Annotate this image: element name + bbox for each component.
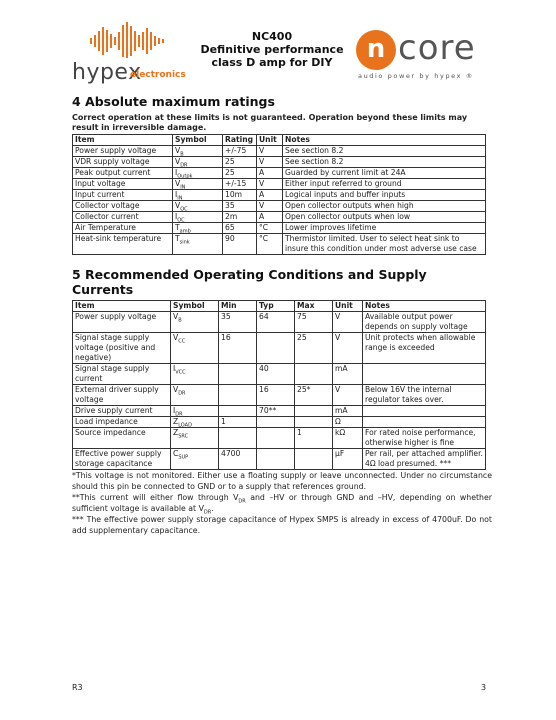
cell-item: Signal stage supply current — [73, 364, 171, 385]
symbol-subscript: IN — [180, 184, 186, 191]
cell-symbol — [171, 385, 219, 406]
cell-notes: Either input referred to ground — [283, 179, 486, 190]
cell-notes: See section 8.2 — [283, 157, 486, 168]
cell-item: Heat-sink temperature — [73, 234, 173, 255]
cell-unit: V — [333, 333, 363, 364]
brand-subtitle: electronics — [130, 70, 186, 80]
cell-typ — [257, 333, 295, 364]
cell-symbol — [173, 234, 223, 255]
cell-typ — [257, 428, 295, 449]
cell-symbol — [173, 157, 223, 168]
cell-notes — [363, 406, 486, 417]
col-header-min: Min — [219, 301, 257, 312]
cell-typ: 70** — [257, 406, 295, 417]
cell-rating: 25 — [223, 157, 257, 168]
cell-notes: Available output power depends on supply voltage — [363, 312, 486, 333]
table-row — [73, 428, 486, 449]
cell-rating: 2m — [223, 212, 257, 223]
waveform-icon — [88, 22, 178, 58]
cell-symbol — [173, 179, 223, 190]
cell-unit: V — [257, 201, 283, 212]
symbol-subscript: SRC — [178, 433, 189, 440]
cell-unit: mA — [333, 406, 363, 417]
col-header-item: Item — [73, 135, 173, 146]
col-header-unit: Unit — [333, 301, 363, 312]
col-header-item: Item — [73, 301, 171, 312]
cell-max — [295, 417, 333, 428]
cell-typ: 40 — [257, 364, 295, 385]
page-number: 3 — [481, 683, 487, 692]
cell-max — [295, 449, 333, 470]
col-header-symbol: Symbol — [171, 301, 219, 312]
cell-symbol — [171, 406, 219, 417]
cell-notes: Lower improves lifetime — [283, 223, 486, 234]
col-header-typ: Typ — [257, 301, 295, 312]
brand-name: hypex — [72, 60, 142, 85]
cell-unit: kΩ — [333, 428, 363, 449]
cell-rating: 90 — [223, 234, 257, 255]
symbol-base: T — [175, 223, 180, 232]
title-line-2: Definitive performance — [200, 43, 344, 56]
ncore-tagline: audio power by hypex ® — [358, 72, 474, 80]
col-header-max: Max — [295, 301, 333, 312]
footnote-1: *This voltage is not monitored. Either use a floating supply or leave unconnected. Under no circumstance should this pin be connected to GND or to a supply that references ground. — [72, 471, 492, 491]
cell-notes: Per rail, per attached amplifier. 4Ω load presumed. *** — [363, 449, 486, 470]
cell-symbol — [171, 417, 219, 428]
cell-unit: A — [257, 190, 283, 201]
cell-typ: 16 — [257, 385, 295, 406]
cell-unit: V — [257, 146, 283, 157]
cell-rating: +/-15 — [223, 179, 257, 190]
cell-symbol — [173, 146, 223, 157]
cell-item: Source impedance — [73, 428, 171, 449]
recommended-conditions-table — [72, 300, 486, 470]
symbol-base: T — [175, 234, 180, 243]
symbol-subscript: B — [180, 151, 184, 158]
table-row — [73, 312, 486, 333]
document-title — [192, 30, 352, 69]
cell-item: Power supply voltage — [73, 312, 171, 333]
table-header-row — [73, 135, 486, 146]
footnote-2-text-c: . — [211, 503, 214, 513]
ncore-wordmark: core — [398, 28, 476, 68]
cell-symbol — [171, 312, 219, 333]
cell-item: Input current — [73, 190, 173, 201]
cell-notes: See section 8.2 — [283, 146, 486, 157]
revision-label: R3 — [72, 683, 83, 692]
symbol-base: V — [175, 201, 181, 210]
section-5-heading: 5 Recommended Operating Conditions and Supply Currents — [72, 267, 427, 297]
cell-typ — [257, 449, 295, 470]
ncore-logo — [356, 30, 496, 80]
absolute-max-ratings-table — [72, 134, 486, 255]
table-row — [73, 168, 486, 179]
cell-min: 1 — [219, 417, 257, 428]
footnote-2-text-b: and –HV or through GND and –HV, depending on whether sufficient voltage is available at V — [72, 493, 492, 513]
title-line-1: NC400 — [251, 30, 293, 43]
section-4-warning: Correct operation at these limits is not guaranteed. Operation beyond these limits may result in irreversible damage. — [72, 113, 468, 132]
cell-unit: µF — [333, 449, 363, 470]
col-header-rating: Rating — [223, 135, 257, 146]
symbol-base: V — [175, 157, 181, 166]
col-header-unit: Unit — [257, 135, 283, 146]
symbol-base: V — [175, 146, 181, 155]
table-row — [73, 449, 486, 470]
cell-rating: 10m — [223, 190, 257, 201]
cell-symbol — [173, 223, 223, 234]
cell-notes: Guarded by current limit at 24A — [283, 168, 486, 179]
cell-max — [295, 364, 333, 385]
page-content — [72, 94, 492, 536]
cell-notes: For rated noise performance, otherwise higher is fine — [363, 428, 486, 449]
cell-notes: Logical inputs and buffer inputs — [283, 190, 486, 201]
cell-rating: +/-75 — [223, 146, 257, 157]
symbol-subscript: B — [178, 317, 182, 324]
cell-max: 1 — [295, 428, 333, 449]
table-row — [73, 385, 486, 406]
hypex-logo — [72, 22, 194, 84]
footnote-3: *** The effective power supply storage capacitance of Hypex SMPS is already in excess of 4700uF. Do not add supplementary capacitance. — [72, 515, 492, 535]
cell-symbol — [171, 333, 219, 364]
symbol-subscript: OC — [180, 206, 188, 213]
cell-max: 25* — [295, 385, 333, 406]
footnote-2-sub-1: DR — [238, 498, 246, 505]
cell-notes — [363, 364, 486, 385]
cell-item: Peak output current — [73, 168, 173, 179]
cell-item: Effective power supply storage capacitance — [73, 449, 171, 470]
table-row — [73, 190, 486, 201]
cell-unit: °C — [257, 234, 283, 255]
symbol-base: Z — [173, 428, 179, 437]
cell-min: 35 — [219, 312, 257, 333]
cell-notes: Open collector outputs when low — [283, 212, 486, 223]
cell-item: VDR supply voltage — [73, 157, 173, 168]
symbol-base: I — [175, 212, 178, 221]
cell-typ: 64 — [257, 312, 295, 333]
table-row — [73, 406, 486, 417]
cell-symbol — [171, 428, 219, 449]
table-row — [73, 201, 486, 212]
footnote-2-sub-2: DR — [203, 509, 212, 516]
cell-item: Signal stage supply voltage (positive and negative) — [73, 333, 171, 364]
cell-max — [295, 406, 333, 417]
cell-symbol — [171, 449, 219, 470]
cell-notes: Below 16V the internal regulator takes over. — [363, 385, 486, 406]
table-row — [73, 179, 486, 190]
cell-item: Load impedance — [73, 417, 171, 428]
section-4-heading: 4 Absolute maximum ratings — [72, 94, 275, 109]
cell-min — [219, 428, 257, 449]
symbol-base: Z — [173, 417, 179, 426]
table-row — [73, 333, 486, 364]
cell-min — [219, 406, 257, 417]
cell-notes: Thermistor limited. User to select heat sink to insure this condition under most adverse use case — [283, 234, 486, 255]
table-row — [73, 157, 486, 168]
symbol-subscript: VCC — [175, 369, 186, 376]
cell-notes: Open collector outputs when high — [283, 201, 486, 212]
cell-unit: mA — [333, 364, 363, 385]
symbol-base: V — [173, 385, 179, 394]
cell-item: Collector voltage — [73, 201, 173, 212]
cell-item: Drive supply current — [73, 406, 171, 417]
symbol-base: I — [173, 406, 176, 415]
table-row — [73, 212, 486, 223]
table-row — [73, 417, 486, 428]
cell-rating: 25 — [223, 168, 257, 179]
cell-unit: V — [333, 312, 363, 333]
table-row — [73, 146, 486, 157]
cell-unit: A — [257, 212, 283, 223]
symbol-subscript: DR — [175, 411, 183, 418]
cell-unit: Ω — [333, 417, 363, 428]
cell-max: 75 — [295, 312, 333, 333]
cell-item: External driver supply voltage — [73, 385, 171, 406]
symbol-subscript: sink — [179, 239, 190, 246]
symbol-base: I — [175, 190, 178, 199]
cell-min — [219, 385, 257, 406]
cell-rating: 35 — [223, 201, 257, 212]
col-header-notes: Notes — [283, 135, 486, 146]
cell-typ — [257, 417, 295, 428]
ncore-n-icon: n — [356, 30, 396, 70]
cell-notes — [363, 417, 486, 428]
symbol-subscript: Outpk — [177, 173, 193, 180]
symbol-subscript: LOAD — [178, 422, 192, 429]
symbol-subscript: DR — [180, 162, 188, 169]
symbol-base: I — [175, 168, 178, 177]
cell-min — [219, 364, 257, 385]
cell-symbol — [173, 212, 223, 223]
cell-unit: V — [257, 157, 283, 168]
table-row — [73, 234, 486, 255]
cell-item: Collector current — [73, 212, 173, 223]
cell-unit: A — [257, 168, 283, 179]
col-header-symbol: Symbol — [173, 135, 223, 146]
table-row — [73, 364, 486, 385]
cell-min: 4700 — [219, 449, 257, 470]
col-header-notes: Notes — [363, 301, 486, 312]
cell-max: 25 — [295, 333, 333, 364]
symbol-base: V — [173, 312, 179, 321]
cell-unit: °C — [257, 223, 283, 234]
cell-item: Input voltage — [73, 179, 173, 190]
page-header — [0, 0, 556, 90]
symbol-subscript: OC — [177, 217, 185, 224]
cell-symbol — [173, 201, 223, 212]
cell-symbol — [171, 364, 219, 385]
symbol-base: I — [173, 364, 176, 373]
cell-symbol — [173, 168, 223, 179]
cell-unit: V — [257, 179, 283, 190]
symbol-base: V — [173, 333, 179, 342]
cell-notes: Unit protects when allowable range is exceeded — [363, 333, 486, 364]
table-row — [73, 223, 486, 234]
cell-rating: 65 — [223, 223, 257, 234]
symbol-subscript: CC — [178, 338, 186, 345]
table-header-row — [73, 301, 486, 312]
symbol-subscript: SUP — [178, 454, 189, 461]
footnote-2-text-a: **This current will either flow through V — [72, 493, 239, 502]
symbol-subscript: IN — [177, 195, 183, 202]
footnote-2 — [72, 493, 492, 514]
cell-item: Air Temperature — [73, 223, 173, 234]
cell-item: Power supply voltage — [73, 146, 173, 157]
cell-symbol — [173, 190, 223, 201]
title-line-3: class D amp for DIY — [211, 56, 333, 69]
symbol-base: C — [173, 449, 179, 458]
symbol-base: V — [175, 179, 181, 188]
symbol-subscript: DR — [178, 390, 186, 397]
cell-min: 16 — [219, 333, 257, 364]
symbol-subscript: amb — [179, 228, 191, 235]
cell-unit: V — [333, 385, 363, 406]
